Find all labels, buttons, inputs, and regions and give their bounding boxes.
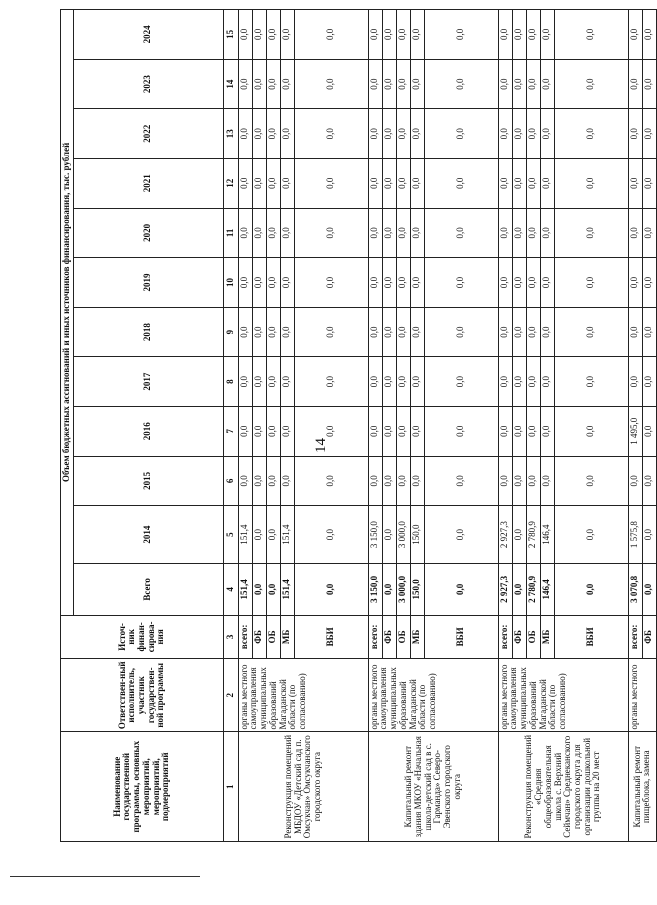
- year-value: 0,0: [368, 357, 382, 407]
- year-value: 0,0: [294, 59, 368, 109]
- year-value: 0,0: [526, 10, 540, 60]
- total-value: 151,4: [280, 564, 294, 616]
- year-value: 0,0: [628, 307, 642, 357]
- year-value: 0,0: [280, 406, 294, 456]
- year-value: 0,0: [252, 506, 266, 564]
- year-value: 0,0: [280, 357, 294, 407]
- header-total: Всего: [73, 564, 223, 616]
- year-value: 0,0: [540, 258, 554, 308]
- year-value: 1 575,8: [628, 506, 642, 564]
- year-value: 0,0: [498, 357, 512, 407]
- year-value: 0,0: [554, 109, 628, 159]
- year-value: 0,0: [424, 208, 498, 258]
- year-value: 0,0: [526, 59, 540, 109]
- header-year: 2015: [73, 456, 223, 506]
- total-value: 146,4: [540, 564, 554, 616]
- year-value: 0,0: [554, 406, 628, 456]
- year-value: 0,0: [294, 406, 368, 456]
- total-value: 2 927,3: [498, 564, 512, 616]
- measure-name: Капитальный ремонт здания МКОУ «Начальная школа-детский сад в с. Гарманда» Северо-Эвенского городского округа: [368, 732, 498, 842]
- year-value: 0,0: [540, 357, 554, 407]
- year-value: 0,0: [642, 109, 656, 159]
- year-value: 0,0: [642, 406, 656, 456]
- year-value: 0,0: [628, 59, 642, 109]
- year-value: 0,0: [396, 357, 410, 407]
- year-value: 0,0: [410, 159, 424, 209]
- year-value: 0,0: [382, 109, 396, 159]
- year-value: 0,0: [628, 10, 642, 60]
- year-value: 0,0: [540, 10, 554, 60]
- year-value: 1 495,0: [628, 406, 642, 456]
- year-value: 0,0: [424, 456, 498, 506]
- year-value: 0,0: [382, 406, 396, 456]
- year-value: 0,0: [554, 506, 628, 564]
- year-value: 0,0: [368, 109, 382, 159]
- funding-source: всего:: [498, 615, 512, 658]
- year-value: 0,0: [498, 109, 512, 159]
- year-value: 0,0: [512, 10, 526, 60]
- year-value: 0,0: [266, 109, 280, 159]
- year-value: 0,0: [526, 456, 540, 506]
- year-value: 0,0: [266, 456, 280, 506]
- column-number: 2: [223, 659, 238, 732]
- column-number: 8: [223, 357, 238, 407]
- funding-source: всего:: [628, 615, 642, 658]
- footnote-divider: [10, 876, 200, 877]
- year-value: 0,0: [294, 258, 368, 308]
- year-value: 0,0: [238, 456, 252, 506]
- column-number: 11: [223, 208, 238, 258]
- table-row: [238, 10, 252, 842]
- year-value: 0,0: [498, 10, 512, 60]
- year-value: 0,0: [540, 109, 554, 159]
- year-value: 0,0: [252, 109, 266, 159]
- funding-source: ФБ: [382, 615, 396, 658]
- year-value: 0,0: [424, 258, 498, 308]
- year-value: 0,0: [498, 208, 512, 258]
- year-value: 0,0: [238, 357, 252, 407]
- funding-source: ОБ: [526, 615, 540, 658]
- year-value: 0,0: [396, 456, 410, 506]
- header-executor: Ответствен-ный исполнитель, участник государствен-ной программы: [61, 659, 224, 732]
- funding-source: ВБИ: [294, 615, 368, 658]
- year-value: 0,0: [396, 258, 410, 308]
- year-value: 0,0: [498, 456, 512, 506]
- year-value: 0,0: [280, 456, 294, 506]
- header-year: 2021: [73, 159, 223, 209]
- column-number: 1: [223, 732, 238, 842]
- total-value: 2 780,9: [526, 564, 540, 616]
- year-value: 0,0: [252, 10, 266, 60]
- year-value: 0,0: [642, 208, 656, 258]
- funding-source: ФБ: [512, 615, 526, 658]
- year-value: 0,0: [382, 258, 396, 308]
- year-value: 0,0: [368, 258, 382, 308]
- year-value: 0,0: [294, 357, 368, 407]
- year-value: 0,0: [382, 10, 396, 60]
- year-value: 0,0: [540, 208, 554, 258]
- year-value: 0,0: [294, 159, 368, 209]
- year-value: 0,0: [382, 59, 396, 109]
- year-value: 0,0: [238, 208, 252, 258]
- year-value: 0,0: [238, 307, 252, 357]
- year-value: 0,0: [424, 159, 498, 209]
- year-value: 0,0: [252, 307, 266, 357]
- year-value: 0,0: [642, 506, 656, 564]
- year-value: 0,0: [382, 307, 396, 357]
- year-value: 0,0: [396, 59, 410, 109]
- total-value: 0,0: [266, 564, 280, 616]
- year-value: 0,0: [526, 357, 540, 407]
- year-value: 0,0: [396, 307, 410, 357]
- year-value: 0,0: [424, 109, 498, 159]
- year-value: 0,0: [396, 208, 410, 258]
- year-value: 0,0: [424, 10, 498, 60]
- year-value: 0,0: [512, 307, 526, 357]
- year-value: 0,0: [294, 307, 368, 357]
- year-value: 0,0: [238, 159, 252, 209]
- year-value: 0,0: [266, 59, 280, 109]
- year-value: 0,0: [382, 208, 396, 258]
- year-value: 0,0: [368, 456, 382, 506]
- table-row: [628, 10, 642, 842]
- year-value: 0,0: [294, 456, 368, 506]
- year-value: 0,0: [294, 208, 368, 258]
- total-value: 0,0: [294, 564, 368, 616]
- responsible-executor: органы местного самоуправления муниципальных образований Магаданской области (по согласованию): [498, 659, 628, 732]
- year-value: 0,0: [642, 357, 656, 407]
- year-value: 0,0: [410, 357, 424, 407]
- year-value: 0,0: [280, 10, 294, 60]
- funding-source: ФБ: [252, 615, 266, 658]
- year-value: 0,0: [238, 10, 252, 60]
- year-value: 0,0: [498, 307, 512, 357]
- year-value: 0,0: [280, 159, 294, 209]
- year-value: 0,0: [382, 159, 396, 209]
- year-value: 151,4: [280, 506, 294, 564]
- total-value: 0,0: [424, 564, 498, 616]
- header-source: Источ-ник финан-сирова-ния: [61, 615, 224, 658]
- year-value: 0,0: [554, 307, 628, 357]
- year-value: 150,0: [410, 506, 424, 564]
- column-number: 10: [223, 258, 238, 308]
- year-value: 0,0: [512, 357, 526, 407]
- column-number: 14: [223, 59, 238, 109]
- year-value: 0,0: [410, 59, 424, 109]
- funding-source: ОБ: [266, 615, 280, 658]
- year-value: 0,0: [424, 406, 498, 456]
- funding-source: всего:: [238, 615, 252, 658]
- year-value: 0,0: [540, 456, 554, 506]
- year-value: 0,0: [238, 59, 252, 109]
- year-value: 0,0: [628, 109, 642, 159]
- year-value: 0,0: [368, 307, 382, 357]
- year-value: 0,0: [498, 406, 512, 456]
- header-name: Наименование государственной программы, основных мероприятий, мероприятий, подмероприятий: [61, 732, 224, 842]
- year-value: 0,0: [368, 10, 382, 60]
- total-value: 3 070,8: [628, 564, 642, 616]
- year-value: 0,0: [554, 456, 628, 506]
- year-value: 0,0: [498, 59, 512, 109]
- year-value: 0,0: [424, 357, 498, 407]
- column-number: 7: [223, 406, 238, 456]
- responsible-executor: органы местного самоуправления муниципальных образований Магаданской области (по согласованию): [368, 659, 498, 732]
- year-value: 0,0: [410, 307, 424, 357]
- year-value: 0,0: [554, 10, 628, 60]
- year-value: 0,0: [642, 159, 656, 209]
- header-year: 2023: [73, 59, 223, 109]
- year-value: 0,0: [628, 208, 642, 258]
- year-value: 0,0: [238, 258, 252, 308]
- year-value: 146,4: [540, 506, 554, 564]
- year-value: 0,0: [368, 59, 382, 109]
- measure-name: Реконструкция помещений МБДОУ «Детский сад п. Омсукчан» Омсукчанского городского округа: [238, 732, 368, 842]
- year-value: 0,0: [382, 506, 396, 564]
- funding-source: МБ: [410, 615, 424, 658]
- year-value: 0,0: [382, 357, 396, 407]
- year-value: 0,0: [266, 406, 280, 456]
- rotated-table-area: [60, 9, 654, 842]
- total-value: 0,0: [252, 564, 266, 616]
- table-row: [368, 10, 382, 842]
- year-value: 0,0: [280, 109, 294, 159]
- year-value: 0,0: [396, 406, 410, 456]
- header-row: [61, 10, 74, 842]
- year-value: 0,0: [410, 258, 424, 308]
- funding-source: ОБ: [396, 615, 410, 658]
- total-value: 0,0: [642, 564, 656, 616]
- year-value: 0,0: [512, 258, 526, 308]
- year-value: 0,0: [554, 258, 628, 308]
- year-value: 0,0: [642, 456, 656, 506]
- header-year: 2017: [73, 357, 223, 407]
- year-value: 0,0: [554, 357, 628, 407]
- year-value: 0,0: [628, 159, 642, 209]
- year-value: 0,0: [238, 109, 252, 159]
- year-value: 0,0: [396, 109, 410, 159]
- year-value: 151,4: [238, 506, 252, 564]
- responsible-executor: органы местного: [628, 659, 656, 732]
- column-number: 15: [223, 10, 238, 60]
- year-value: 0,0: [252, 208, 266, 258]
- year-value: 0,0: [526, 406, 540, 456]
- column-number: 6: [223, 456, 238, 506]
- year-value: 0,0: [266, 10, 280, 60]
- column-number-row: [223, 10, 238, 842]
- year-value: 0,0: [540, 159, 554, 209]
- total-value: 151,4: [238, 564, 252, 616]
- year-value: 3 000,0: [396, 506, 410, 564]
- year-value: 0,0: [642, 59, 656, 109]
- year-value: 0,0: [294, 10, 368, 60]
- total-value: 0,0: [382, 564, 396, 616]
- measure-name: Реконструкция помещений «Средняя общеобразовательная школа с. Верхний Сеймчан» Среднеканского городского округа для организации дошкольной группы на 20 мест: [498, 732, 628, 842]
- funding-source: ВБИ: [424, 615, 498, 658]
- total-value: 0,0: [512, 564, 526, 616]
- year-value: 0,0: [294, 506, 368, 564]
- year-value: 0,0: [512, 456, 526, 506]
- year-value: 0,0: [526, 258, 540, 308]
- year-value: 0,0: [410, 456, 424, 506]
- total-value: 3 000,0: [396, 564, 410, 616]
- total-value: 3 150,0: [368, 564, 382, 616]
- total-value: 0,0: [554, 564, 628, 616]
- year-value: 0,0: [540, 406, 554, 456]
- header-year: 2022: [73, 109, 223, 159]
- year-value: 0,0: [252, 159, 266, 209]
- year-value: 2 780,9: [526, 506, 540, 564]
- header-year: 2016: [73, 406, 223, 456]
- year-value: 0,0: [642, 10, 656, 60]
- column-number: 3: [223, 615, 238, 658]
- year-value: 0,0: [396, 159, 410, 209]
- header-year: 2014: [73, 506, 223, 564]
- year-value: 0,0: [410, 406, 424, 456]
- year-value: 0,0: [554, 59, 628, 109]
- header-year: 2020: [73, 208, 223, 258]
- total-value: 150,0: [410, 564, 424, 616]
- year-value: 0,0: [512, 159, 526, 209]
- year-value: 0,0: [410, 208, 424, 258]
- year-value: 0,0: [266, 357, 280, 407]
- year-value: 0,0: [540, 307, 554, 357]
- funding-source: ФБ: [642, 615, 656, 658]
- header-year: 2024: [73, 10, 223, 60]
- year-value: 0,0: [526, 208, 540, 258]
- year-value: 3 150,0: [368, 506, 382, 564]
- year-value: 0,0: [410, 109, 424, 159]
- year-value: 0,0: [252, 258, 266, 308]
- year-value: 0,0: [512, 208, 526, 258]
- year-value: 0,0: [512, 109, 526, 159]
- year-value: 0,0: [424, 59, 498, 109]
- year-value: 0,0: [512, 59, 526, 109]
- year-value: 0,0: [526, 109, 540, 159]
- year-value: 0,0: [410, 10, 424, 60]
- year-value: 0,0: [554, 159, 628, 209]
- funding-source: МБ: [280, 615, 294, 658]
- column-number: 4: [223, 564, 238, 616]
- year-value: 0,0: [252, 357, 266, 407]
- column-number: 12: [223, 159, 238, 209]
- year-value: 0,0: [266, 307, 280, 357]
- year-value: 0,0: [498, 159, 512, 209]
- header-year: 2019: [73, 258, 223, 308]
- column-number: 5: [223, 506, 238, 564]
- year-value: 0,0: [540, 59, 554, 109]
- year-value: 0,0: [526, 159, 540, 209]
- year-value: 0,0: [424, 307, 498, 357]
- year-value: 0,0: [512, 506, 526, 564]
- year-value: 0,0: [424, 506, 498, 564]
- year-value: 0,0: [294, 109, 368, 159]
- year-value: 0,0: [526, 307, 540, 357]
- year-value: 0,0: [642, 258, 656, 308]
- year-value: 0,0: [628, 258, 642, 308]
- year-value: 0,0: [368, 406, 382, 456]
- year-value: 0,0: [368, 208, 382, 258]
- year-value: 0,0: [280, 307, 294, 357]
- year-value: 0,0: [252, 59, 266, 109]
- year-value: 0,0: [238, 406, 252, 456]
- year-value: 0,0: [252, 406, 266, 456]
- year-value: 0,0: [280, 258, 294, 308]
- header-volume: Объем бюджетных ассигнований и иных источников финансирования, тыс. рублей: [61, 10, 74, 616]
- column-number: 13: [223, 109, 238, 159]
- header-year: 2018: [73, 307, 223, 357]
- year-value: 0,0: [280, 208, 294, 258]
- page-number: 14: [313, 438, 329, 453]
- funding-source: всего:: [368, 615, 382, 658]
- year-value: 0,0: [628, 357, 642, 407]
- year-value: 0,0: [266, 506, 280, 564]
- responsible-executor: органы местного самоуправления муниципальных образований Магаданской области (по согласованию): [238, 659, 368, 732]
- measure-name: Капитальный ремонт пищеблока, замена: [628, 732, 656, 842]
- year-value: 0,0: [266, 258, 280, 308]
- funding-table: [60, 9, 657, 842]
- funding-source: ВБИ: [554, 615, 628, 658]
- year-value: 0,0: [266, 208, 280, 258]
- year-value: 0,0: [642, 307, 656, 357]
- year-value: 0,0: [382, 456, 396, 506]
- year-value: 0,0: [512, 406, 526, 456]
- year-value: 0,0: [396, 10, 410, 60]
- year-value: 0,0: [554, 208, 628, 258]
- year-value: 0,0: [498, 258, 512, 308]
- year-value: 0,0: [266, 159, 280, 209]
- column-number: 9: [223, 307, 238, 357]
- table-row: [498, 10, 512, 842]
- year-value: 0,0: [280, 59, 294, 109]
- funding-source: МБ: [540, 615, 554, 658]
- year-value: 2 927,3: [498, 506, 512, 564]
- year-value: 0,0: [628, 456, 642, 506]
- year-value: 0,0: [368, 159, 382, 209]
- year-value: 0,0: [252, 456, 266, 506]
